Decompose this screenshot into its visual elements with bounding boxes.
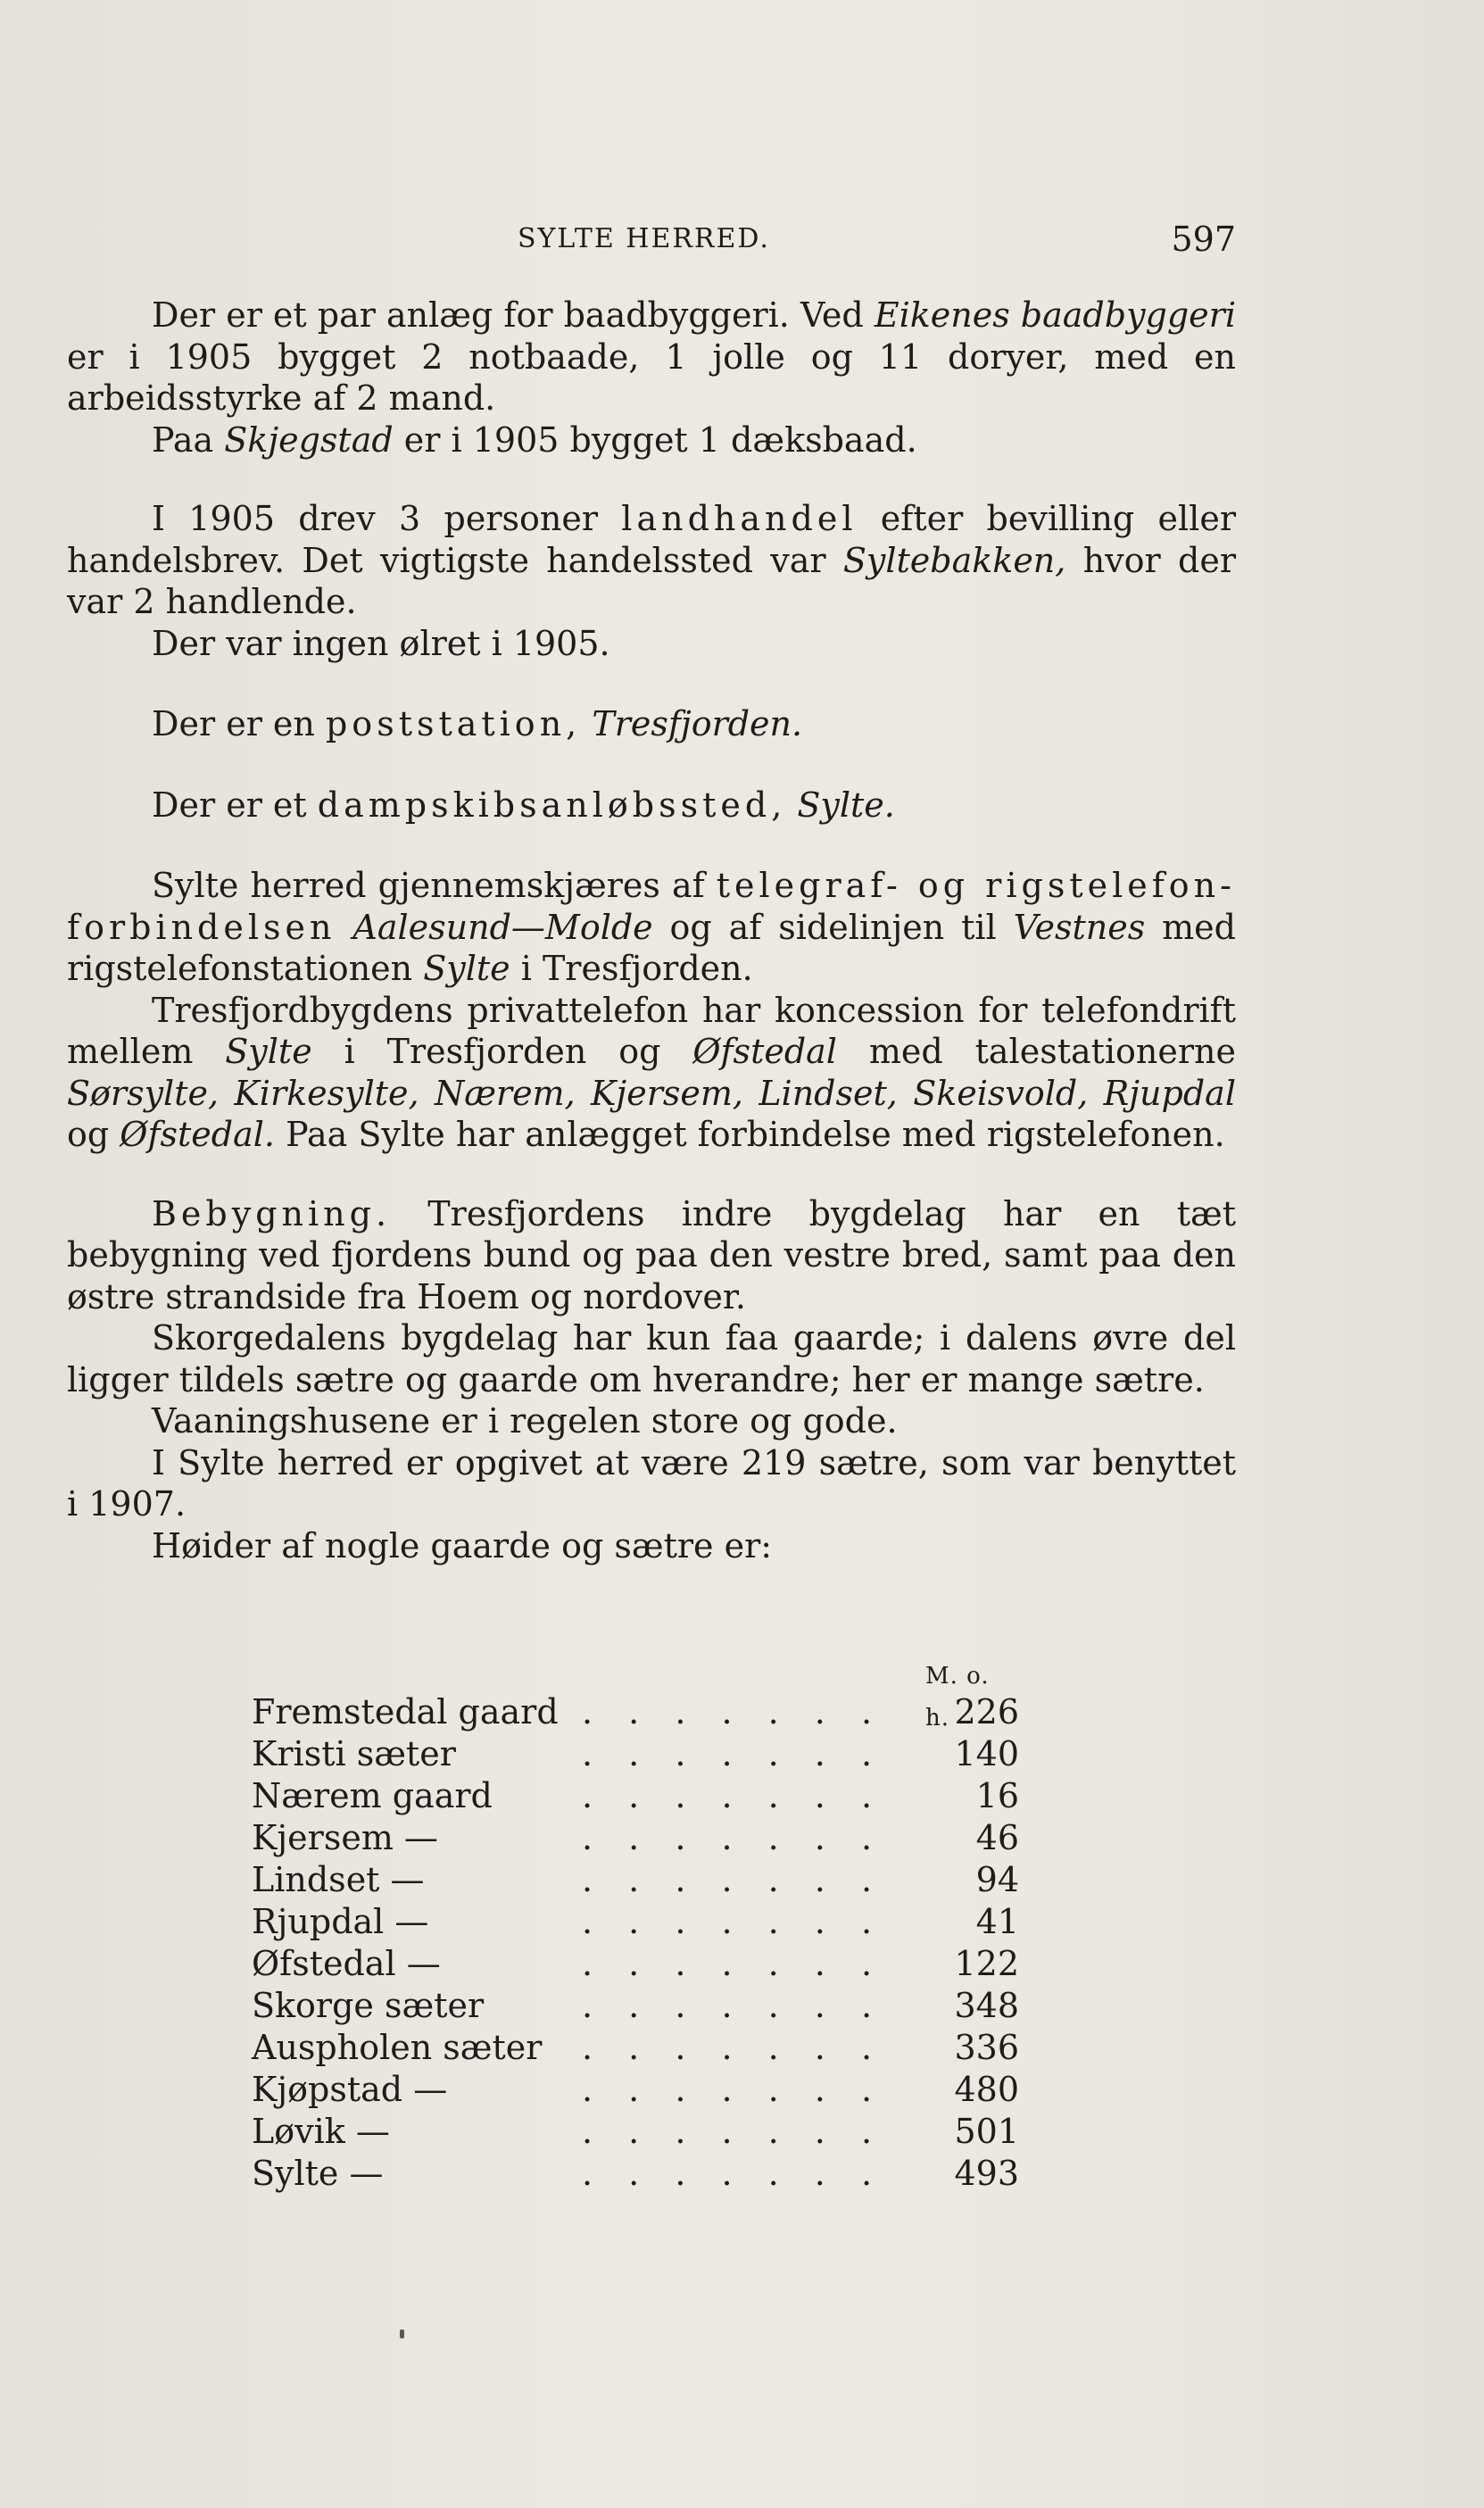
leader-dots: . . . . . . . — [582, 2028, 885, 2067]
paragraph-telegraf — [67, 865, 1236, 990]
ink-speck — [400, 2329, 404, 2338]
row-name: Auspholen sæter — [252, 2028, 543, 2067]
row-name: Rjupdal — — [252, 1902, 429, 1941]
row-name: Sylte — — [252, 2154, 384, 2193]
row-name: Fremstedal gaard — [252, 1692, 559, 1732]
row-value: 122 — [954, 1944, 1019, 1983]
text-run: efter bevilling eller handelsbrev. Det vigtigste handelssted var — [67, 499, 1236, 580]
place-name: Tresfjorden. — [592, 704, 803, 743]
spaced-term: telegraf- og rigstelefon-forbindelsen — [67, 866, 1236, 947]
spaced-term: dampskibsanløbssted, — [317, 785, 787, 825]
leader-dots: . . . . . . . — [582, 1944, 885, 1983]
row-value: 480 — [954, 2070, 1019, 2109]
leader-dots: . . . . . . . — [582, 1818, 885, 1857]
leader-dots: . . . . . . . — [582, 1902, 885, 1941]
row-value: 16 — [975, 1776, 1019, 1815]
paragraph-saetre: I Sylte herred er opgivet at være 219 sætre, som var benyttet i 1907. — [67, 1442, 1236, 1524]
text-run: Der er et par anlæg for baadbyggeri. Ved — [152, 295, 875, 335]
unit-header: M. o. h. — [925, 1663, 990, 1732]
row-value: 94 — [975, 1860, 1019, 1899]
paragraph-bebygning — [67, 1193, 1236, 1318]
leader-dots: . . . . . . . — [582, 2070, 885, 2109]
text-run: med rigstelefonstationen — [67, 907, 1236, 988]
paragraph-hoider: Høider af nogle gaarde og sætre er: — [152, 1525, 773, 1565]
place-name: Sylte. — [797, 785, 895, 825]
row-value: 226 — [954, 1692, 1019, 1732]
paragraph-olret: Der var ingen ølret i 1905. — [152, 623, 610, 663]
row-name: Kjøpstad — — [252, 2070, 448, 2109]
place-name: Syltebakken, — [842, 540, 1066, 580]
table-row — [252, 1691, 1019, 1733]
paragraph-poststation — [67, 703, 1236, 745]
place-name: Øfstedal. — [120, 1115, 275, 1154]
page-number: 597 — [1171, 220, 1236, 259]
text-run: Paa — [152, 419, 225, 460]
spaced-term: poststation, — [325, 704, 582, 743]
text-run: og af sidelinjen til — [652, 907, 1014, 947]
text-run: hvor der var 2 handlende. — [67, 540, 1237, 621]
heights-rows — [252, 1691, 1019, 2195]
row-name: Lindset — — [252, 1860, 425, 1899]
paragraph-skjegstad — [67, 419, 1236, 461]
row-name: Øfstedal — — [252, 1944, 441, 1983]
text-run: er i 1905 bygget 2 notbaade, 1 jolle og 11 doryer, med en arbeidsstyrke af 2 mand. — [67, 336, 1236, 418]
row-value: 46 — [975, 1818, 1019, 1857]
section-heading: Bebygning. — [152, 1193, 392, 1233]
text-run: med talestationerne — [836, 1032, 1237, 1071]
leader-dots: . . . . . . . — [582, 1860, 885, 1899]
row-value: 140 — [954, 1734, 1019, 1773]
place-name: Sørsylte, Kirkesylte, Nærem, Kjersem, Lindset, Skeisvold, Rjupdal — [67, 1073, 1236, 1113]
table-row — [252, 1733, 1019, 1775]
row-value: 348 — [954, 1986, 1019, 2025]
paragraph-landhandel — [67, 498, 1236, 623]
table-row — [252, 1943, 1019, 1985]
row-name: Skorge sæter — [252, 1986, 485, 2025]
paragraph-vaaningshusene: Vaaningshusene er i regelen store og gode. — [152, 1401, 898, 1441]
leader-dots: . . . . . . . — [582, 1776, 885, 1815]
paragraph-skorgedalen: Skorgedalens bygdelag har kun faa gaarde; i dalens øvre del ligger tildels sætre og gaarde om hverandre; her er mange sætre. — [67, 1318, 1236, 1399]
place-name: Sylte — [423, 949, 510, 988]
leader-dots: . . . . . . . — [582, 2112, 885, 2151]
table-row — [252, 1775, 1019, 1817]
place-name: Eikenes baadbyggeri — [874, 295, 1236, 335]
text-run: Der er en — [152, 704, 326, 743]
paragraph-privattelefon — [67, 990, 1236, 1156]
leader-dots: . . . . . . . — [582, 1986, 885, 2025]
table-row — [252, 2111, 1019, 2153]
table-row — [252, 1817, 1019, 1859]
spaced-term: landhandel — [621, 499, 858, 538]
leader-dots: . . . . . . . — [582, 1692, 885, 1732]
text-run: Paa Sylte har anlægget forbindelse med rigstelefonen. — [275, 1115, 1225, 1154]
place-name: Aalesund—Molde — [352, 907, 653, 947]
text-run: Der er et — [152, 785, 318, 825]
table-row — [252, 1859, 1019, 1901]
table-row — [252, 2153, 1019, 2195]
row-name: Kjersem — — [252, 1818, 438, 1857]
place-name: Skjegstad — [224, 419, 394, 460]
row-value: 336 — [954, 2028, 1019, 2067]
text-run: i Tresfjorden og — [311, 1032, 693, 1071]
paragraph-dampskib — [67, 785, 1236, 826]
text-run: Tresfjordbygdens privattelefon har koncession for telefondrift mellem — [67, 990, 1236, 1071]
row-value: 501 — [954, 2112, 1019, 2151]
place-name: Vestnes — [1013, 907, 1146, 947]
text-run: i Tresfjorden. — [510, 949, 753, 988]
text-run: I 1905 drev 3 personer — [152, 499, 622, 538]
row-value: 493 — [954, 2154, 1019, 2193]
row-name: Nærem gaard — [252, 1776, 493, 1815]
row-name: Løvik — — [252, 2112, 390, 2151]
body-text — [67, 295, 1236, 1566]
table-row — [252, 1985, 1019, 2027]
table-row — [252, 2069, 1019, 2111]
place-name: Øfstedal — [692, 1032, 837, 1071]
text-run: Sylte herred gjennemskjæres af — [152, 866, 717, 905]
paragraph-boatbuilding — [67, 295, 1236, 419]
page-header — [518, 220, 1236, 268]
table-row — [252, 2027, 1019, 2069]
running-title: SYLTE HERRED. — [518, 223, 770, 254]
row-name: Kristi sæter — [252, 1734, 456, 1773]
leader-dots: . . . . . . . — [582, 1734, 885, 1773]
place-name: Sylte — [225, 1032, 312, 1071]
text-run: er i 1905 bygget 1 dæksbaad. — [393, 419, 917, 460]
text-run: Tresfjordens indre bygdelag har en tæt bebygning ved fjordens bund og paa den vestre bred, samt paa den østre strandside fra Hoem og nordover. — [67, 1193, 1236, 1316]
leader-dots: . . . . . . . — [582, 2154, 885, 2193]
text-run: og — [67, 1115, 120, 1154]
row-value: 41 — [975, 1902, 1019, 1941]
table-row — [252, 1901, 1019, 1943]
